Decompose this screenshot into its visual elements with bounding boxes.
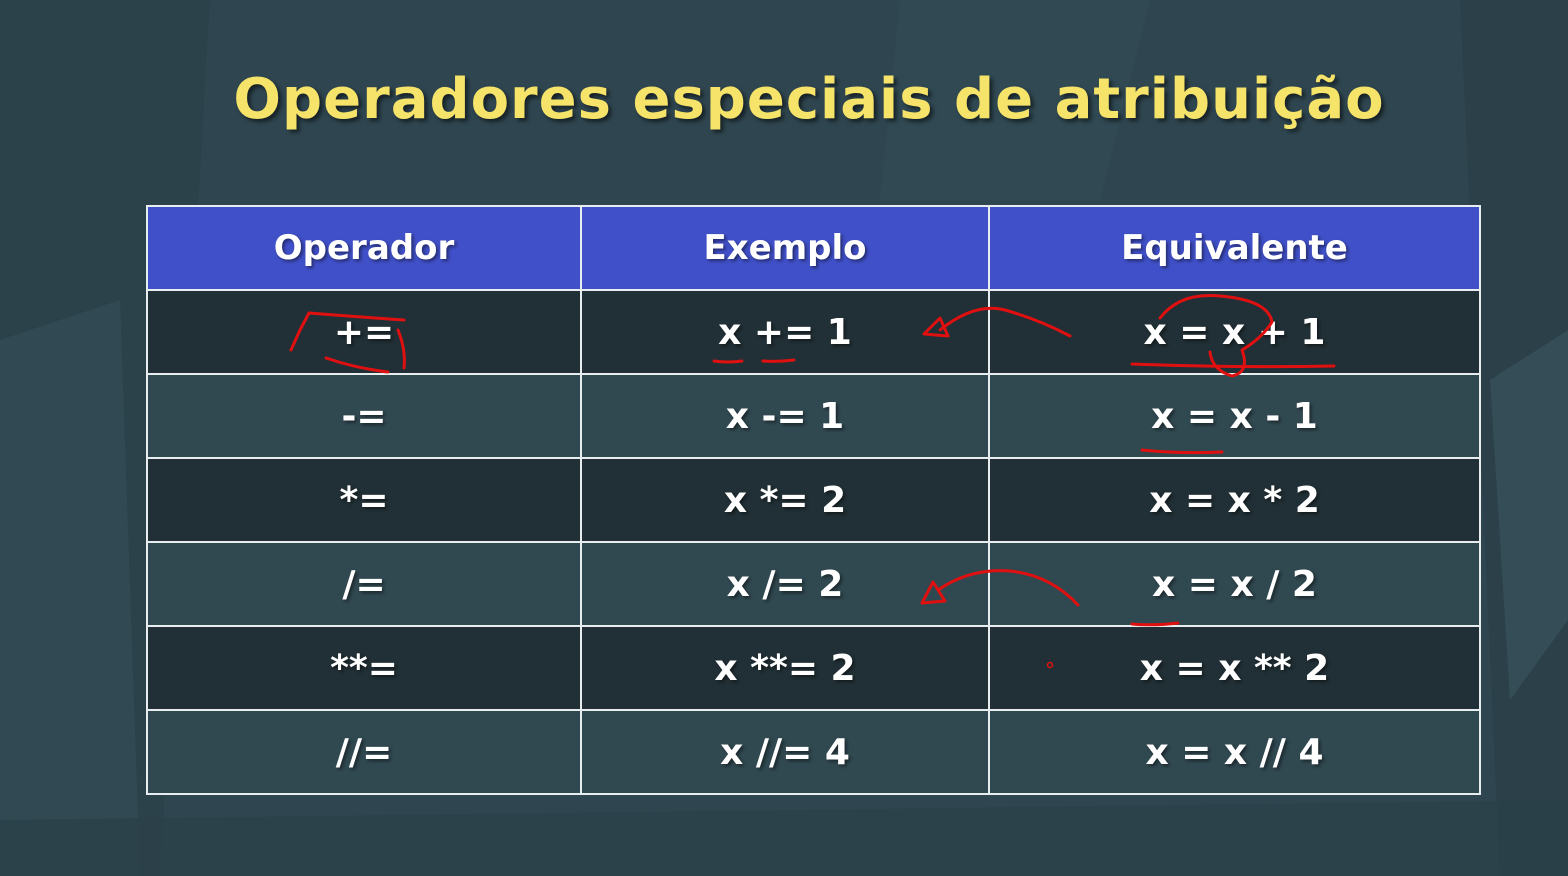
equivalent-cell: x = x * 2 (989, 458, 1480, 542)
table-row (147, 374, 1480, 458)
example-cell: x **= 2 (581, 626, 989, 710)
example-cell: x /= 2 (581, 542, 989, 626)
table-row (147, 710, 1480, 794)
operator-cell: /= (147, 542, 581, 626)
example-cell: x //= 4 (581, 710, 989, 794)
operator-cell: -= (147, 374, 581, 458)
header-equivalente: Equivalente (989, 206, 1480, 290)
operators-table (146, 205, 1481, 795)
table-row (147, 626, 1480, 710)
equivalent-cell: x = x + 1 (989, 290, 1480, 374)
table-header-row (147, 206, 1480, 290)
equivalent-cell: x = x ** 2 (989, 626, 1480, 710)
operator-cell: += (147, 290, 581, 374)
equivalent-cell: x = x / 2 (989, 542, 1480, 626)
example-cell: x *= 2 (581, 458, 989, 542)
operator-cell: **= (147, 626, 581, 710)
equivalent-cell: x = x // 4 (989, 710, 1480, 794)
operator-cell: //= (147, 710, 581, 794)
slide-title: Operadores especiais de atribuição (233, 67, 1385, 132)
table-row (147, 542, 1480, 626)
equivalent-cell: x = x - 1 (989, 374, 1480, 458)
example-cell: x -= 1 (581, 374, 989, 458)
header-exemplo: Exemplo (581, 206, 989, 290)
example-cell: x += 1 (581, 290, 989, 374)
header-operador: Operador (147, 206, 581, 290)
operator-cell: *= (147, 458, 581, 542)
table-row (147, 290, 1480, 374)
table-row (147, 458, 1480, 542)
